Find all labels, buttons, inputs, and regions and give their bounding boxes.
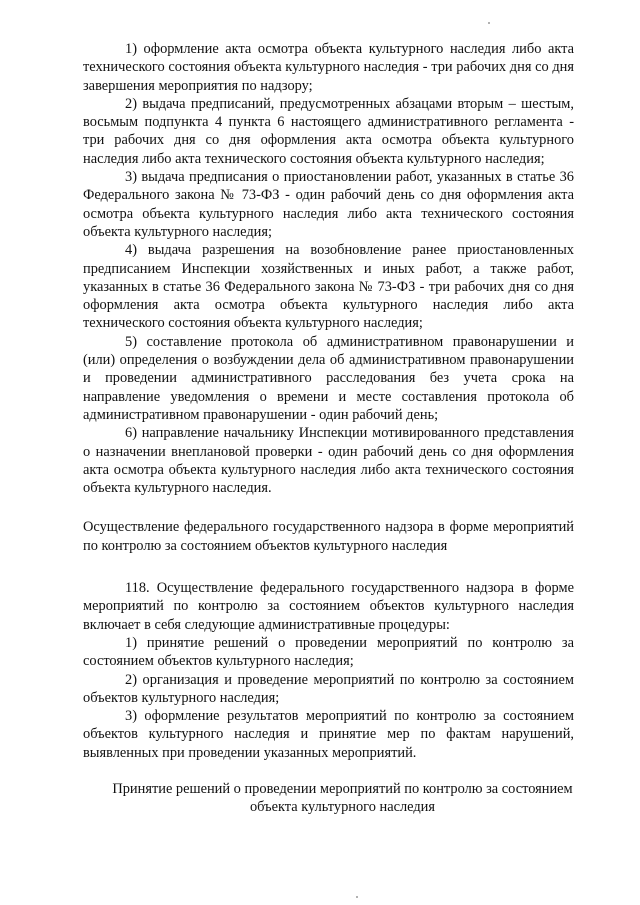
spacer <box>83 555 574 579</box>
list-item: 5) составление протокола об административном правонарушении и (или) определения о возбуждении дела об административном правонарушении и проведении административного расследования без учета срока на направление уведомления о времени и месте составления протокола об административном правонарушении - один рабочий день; <box>83 333 574 423</box>
section-heading: Осуществление федерального государственного надзора в форме мероприятий по контролю за состоянием объектов культурного наследия <box>83 519 574 554</box>
scan-speck <box>488 22 490 24</box>
paragraph-118: 118. Осуществление федерального государственного надзора в форме мероприятий по контролю за состоянием объектов культурного наследия включает в себя следующие административные процедуры: <box>83 580 574 633</box>
list-item: 6) направление начальнику Инспекции мотивированного представления о назначении внеплановой проверки - один рабочий день со дня оформления акта осмотра объекта культурного наследия либо акта технического состояния объекта культурного наследия. <box>83 425 574 497</box>
document-body <box>83 40 574 817</box>
list-item: 1) принятие решений о проведении мероприятий по контролю за состоянием объектов культурного наследия; <box>83 634 574 670</box>
scan-speck <box>356 896 358 898</box>
list-item: 1) оформление акта осмотра объекта культурного наследия либо акта технического состояния объекта культурного наследия - три рабочих дня со дня завершения мероприятия по надзору; <box>83 41 574 94</box>
list-item: 2) организация и проведение мероприятий по контролю за состоянием объектов культурного наследия; <box>83 671 574 706</box>
spacer <box>83 497 574 518</box>
spacer <box>83 762 574 780</box>
list-item: 3) выдача предписания о приостановлении работ, указанных в статье 36 Федерального закона № 73-ФЗ - один рабочий день со дня оформления акта осмотра объекта культурного наследия либо акта технического состояния объекта культурного наследия; <box>83 169 574 240</box>
list-item: 3) оформление результатов мероприятий по контролю за состоянием объектов культурного наследия и принятие мер по фактам нарушений, выявленных при проведении указанных мероприятий. <box>83 708 574 761</box>
subheading: Принятие решений о проведении мероприятий по контролю за состоянием объекта культурного наследия <box>112 780 573 816</box>
list-item: 4) выдача разрешения на возобновление ранее приостановленных предписанием Инспекции хозяйственных и иных работ, а также работ, указанных в статье 36 Федерального закона № 73-ФЗ - три рабочих дня со дня оформления акта осмотра объекта культурного наследия либо акта технического состояния объекта культурного наследия; <box>83 242 574 332</box>
list-item: 2) выдача предписаний, предусмотренных абзацами вторым – шестым, восьмым подпункта 4 пункта 6 настоящего административного регламента - три рабочих дня со дня оформления акта осмотра объекта культурного наследия либо акта технического состояния объекта культурного наследия; <box>83 95 574 167</box>
